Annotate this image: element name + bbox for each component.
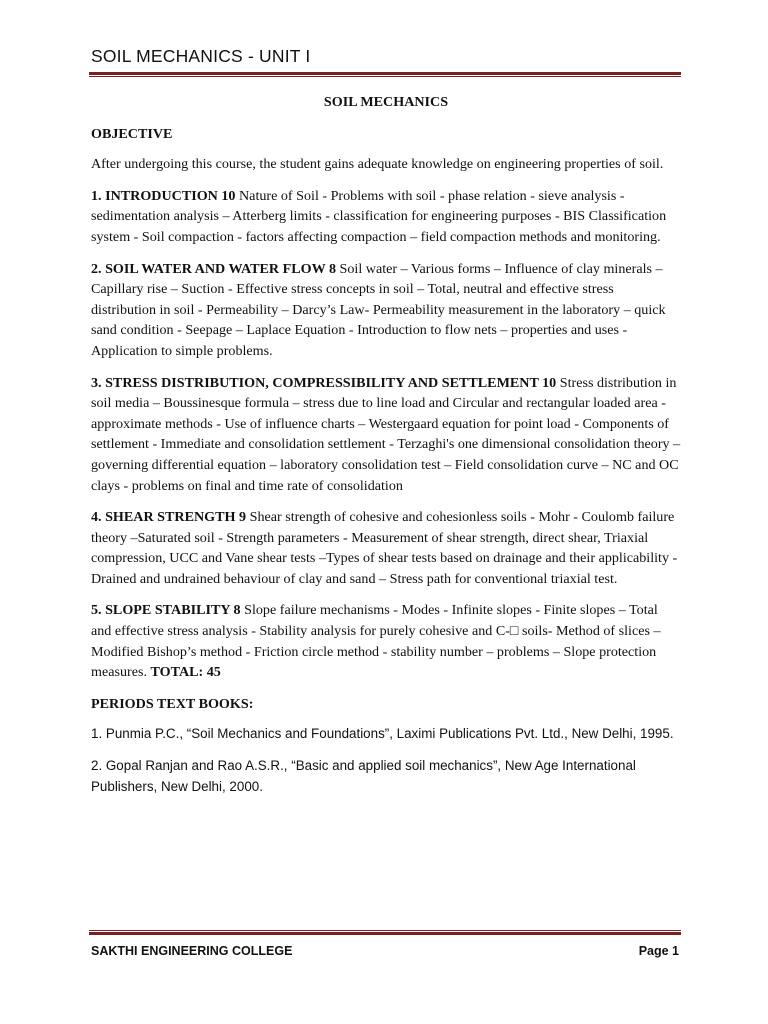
books-heading: PERIODS TEXT BOOKS: [91, 695, 254, 712]
footer-page-number: Page 1 [638, 944, 679, 958]
footer-divider [89, 930, 681, 935]
section-soil-water [91, 259, 681, 362]
section-stress-distribution [91, 373, 681, 497]
document-body [91, 92, 681, 808]
total-hours: TOTAL: 45 [150, 664, 221, 681]
objective-text: After undergoing this course, the student gains adequate knowledge on engineering properties of soil. [91, 156, 664, 173]
section-text: Shear strength of cohesive and cohesionless soils - Mohr - Coulomb failure theory –Saturated soil - Strength parameters - Measurement of shear strength, direct shear, Triaxial compression, UCC and Vane shear tests –Types of shear tests based on drainage and their applicability - Drained and undrained behaviour of clay and sand – Stress path for conventional triaxial test. [91, 509, 678, 587]
objective-heading: OBJECTIVE [91, 125, 173, 142]
page-header-title: SOIL MECHANICS - UNIT I [91, 46, 311, 66]
section-introduction [91, 186, 681, 248]
section-heading: 5. SLOPE STABILITY 8 [91, 602, 241, 619]
section-heading: 2. SOIL WATER AND WATER FLOW 8 [91, 260, 337, 277]
section-text: Stress distribution in soil media – Boussinesque formula – stress due to line load and Circular and rectangular loaded area - approximate methods - Use of influence charts – Westergaard equation for point load - Components of settlement - Immediate and consolidation settlement - Terzaghi's one dimensional consolidation theory – governing differential equation – laboratory consolidation test – Field consolidation curve – NC and OC clays - problems on final and time rate of consolidation [91, 374, 681, 494]
section-heading: 4. SHEAR STRENGTH 9 [91, 509, 247, 526]
section-slope-stability [91, 600, 681, 682]
section-heading: 3. STRESS DISTRIBUTION, COMPRESSIBILITY AND SETTLEMENT 10 [91, 374, 557, 391]
section-heading: 1. INTRODUCTION 10 [91, 187, 236, 204]
section-shear-strength [91, 507, 681, 589]
header-divider [89, 72, 681, 77]
footer-college-name: SAKTHI ENGINEERING COLLEGE [91, 944, 293, 958]
section-text: Nature of Soil - Problems with soil - phase relation - sieve analysis - sedimentation analysis – Atterberg limits - classification for engineering purposes - BIS Classification system - Soil compaction - factors affecting compaction – field compaction methods and monitoring. [91, 187, 667, 245]
book-item-2: 2. Gopal Ranjan and Rao A.S.R., “Basic and applied soil mechanics”, New Age International Publishers, New Delhi, 2000. [91, 758, 636, 794]
book-item-1: 1. Punmia P.C., “Soil Mechanics and Foundations”, Laximi Publications Pvt. Ltd., New Delhi, 1995. [91, 726, 674, 742]
document-title: SOIL MECHANICS [323, 94, 449, 110]
section-text: Soil water – Various forms – Influence of clay minerals – Capillary rise – Suction - Effective stress concepts in soil – Total, neutral and effective stress distribution in soil - Permeability – Darcy’s Law- Permeability measurement in the laboratory – quick sand condition - Seepage – Laplace Equation - Introduction to flow nets – properties and uses - Application to simple problems. [91, 260, 666, 359]
section-text: Slope failure mechanisms - Modes - Infinite slopes - Finite slopes – Total and effective stress analysis - Stability analysis for purely cohesive and C-□ soils- Method of slices – Modified Bishop’s method - Friction circle method - stability number – problems – Slope protection measures. [91, 602, 661, 681]
